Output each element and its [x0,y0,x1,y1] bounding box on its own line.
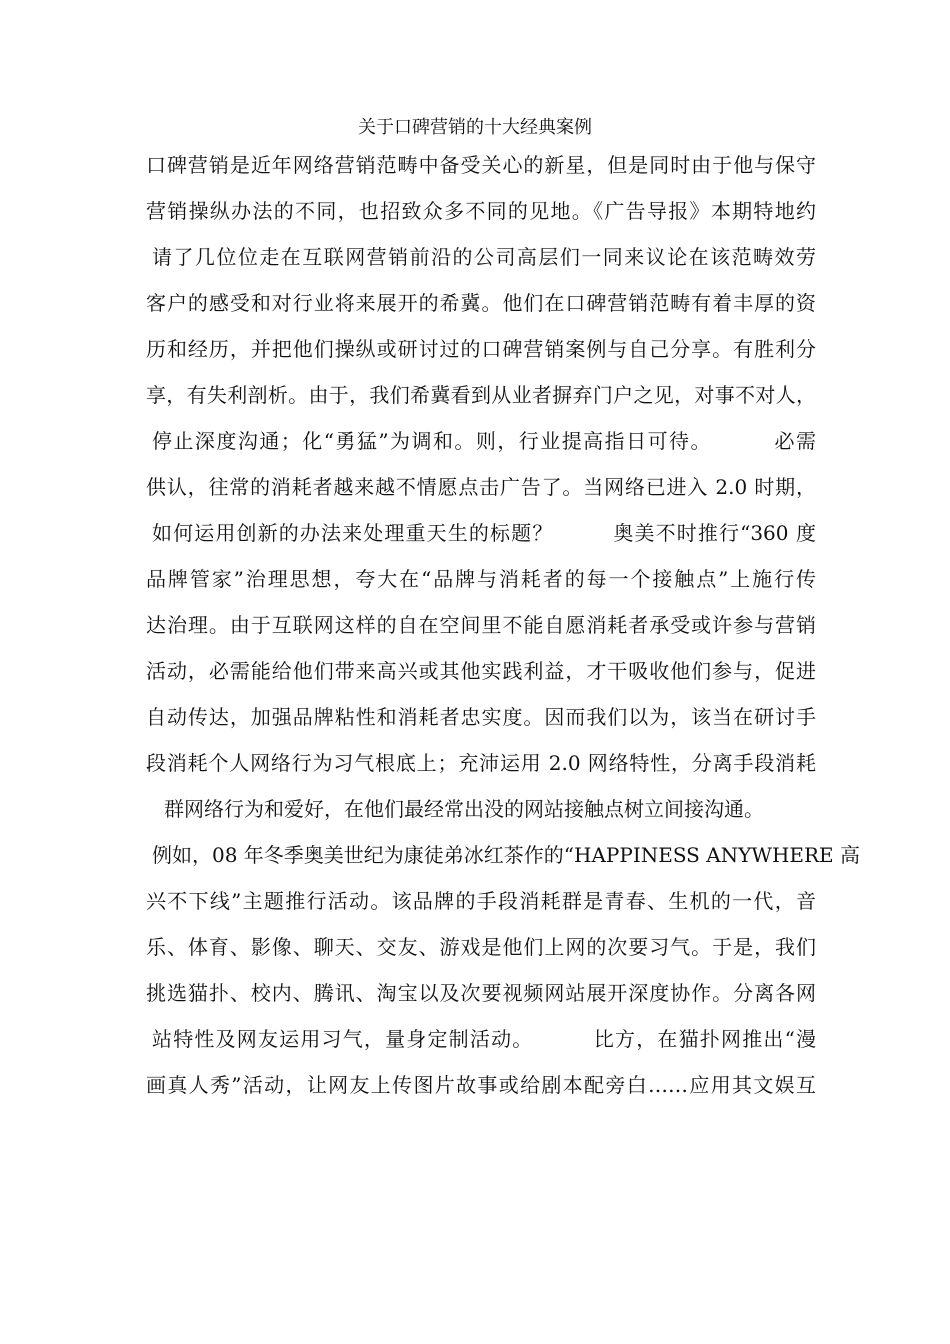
body-line: 站特性及网友运用习气，量身定制活动。 比方，在猫扑网推出“漫 [152,1027,816,1051]
body-line: 活动，必需能给他们带来高兴或其他实践利益，才干吸收他们参与，促进 [146,659,816,683]
body-line: 如何运用创新的办法来处理重天生的标题？ 奥美不时推行“360 度 [152,521,816,545]
body-line: 营销操纵办法的不同，也招致众多不同的见地。《广告导报》本期特地约 [146,199,816,223]
body-line: 乐、体育、影像、聊天、交友、游戏是他们上网的次要习气。于是，我们 [146,935,816,959]
document-body [146,142,860,1108]
body-line: 历和经历，并把他们操纵或研讨过的口碑营销案例与自己分享。有胜利分 [146,337,816,361]
body-line: 兴不下线”主题推行活动。该品牌的手段消耗群是青春、生机的一代，音 [146,889,816,913]
body-line: 自动传达，加强品牌粘性和消耗者忠实度。因而我们以为，该当在研讨手 [146,705,816,729]
document-title: 关于口碑营销的十大经典案例 [358,117,592,138]
body-line: 请了几位位走在互联网营销前沿的公司高层们一同来议论在该范畴效劳 [152,245,816,269]
body-line: 享，有失利剖析。由于，我们希冀看到从业者摒弃门户之见，对事不对人， [146,383,816,407]
body-line: 口碑营销是近年网络营销范畴中备受关心的新星，但是同时由于他与保守 [146,153,816,177]
body-line: 例如，08 年冬季奥美世纪为康徒弟冰红茶作的“HAPPINESS ANYWHERE 高 [152,843,860,867]
body-line: 挑选猫扑、校内、腾讯、淘宝以及次要视频网站展开深度协作。分离各网 [146,981,816,1005]
body-line: 段消耗个人网络行为习气根底上；充沛运用 2.0 网络特性，分离手段消耗 [146,751,816,775]
body-line: 画真人秀”活动，让网友上传图片故事或给剧本配旁白……应用其文娱互 [146,1073,816,1097]
body-line: 客户的感受和对行业将来展开的希冀。他们在口碑营销范畴有着丰厚的资 [146,291,816,315]
body-line: 供认，往常的消耗者越来越不情愿点击广告了。当网络已进入 2.0 时期， [146,475,816,499]
body-line: 群网络行为和爱好，在他们最经常出没的网站接触点树立间接沟通。 [164,797,764,821]
body-line: 品牌管家”治理思想，夸大在“品牌与消耗者的每一个接触点”上施行传 [146,567,816,591]
body-line: 达治理。由于互联网这样的自在空间里不能自愿消耗者承受或许参与营销 [146,613,816,637]
body-line: 停止深度沟通；化“勇猛”为调和。则，行业提高指日可待。 必需 [152,429,816,453]
